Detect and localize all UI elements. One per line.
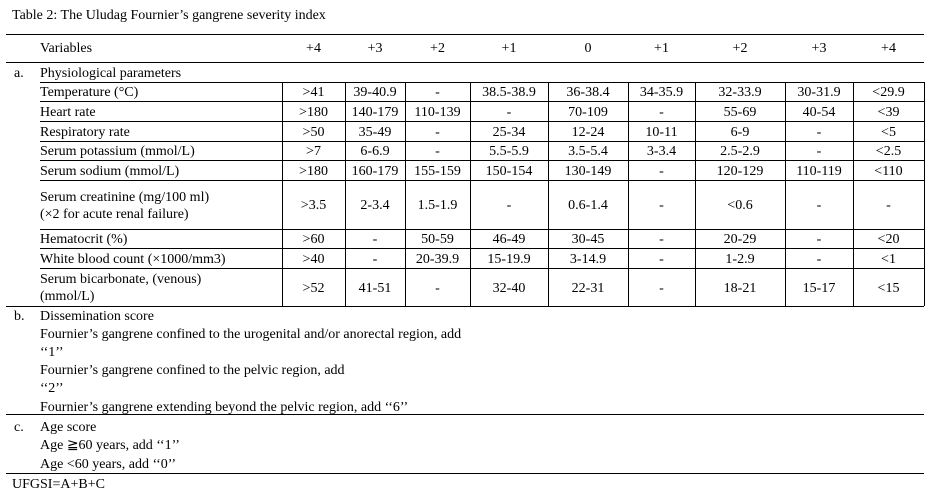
- table-cell: 36-38.4: [566, 85, 610, 100]
- table-cell: 140-179: [351, 104, 399, 120]
- table-cell: -: [506, 198, 512, 213]
- grid-line: [40, 268, 924, 269]
- table-cell: 10-11: [645, 124, 678, 140]
- table-cell: 70-109: [568, 104, 608, 120]
- header-score: 0: [584, 41, 592, 56]
- header-score: +3: [811, 41, 827, 56]
- grid-line: [40, 160, 924, 161]
- table-cell: -: [816, 124, 822, 140]
- section-title: Physiological parameters: [40, 66, 182, 81]
- table-cell: 110-139: [414, 104, 461, 120]
- table-cell: >50: [302, 124, 325, 140]
- row-label: Temperature (°C): [40, 85, 139, 100]
- table-cell: 25-34: [492, 124, 526, 140]
- table-cell: <39: [877, 104, 900, 120]
- header-score: +4: [881, 41, 896, 56]
- table-cell: -: [659, 232, 664, 247]
- grid-line: [40, 180, 924, 181]
- table-cell: >41: [302, 85, 325, 100]
- table-cell: -: [372, 232, 378, 247]
- table-cell: <2.5: [875, 144, 902, 159]
- table-cell: 160-179: [351, 163, 399, 179]
- row-label: White blood count (×1000/mm3): [40, 251, 226, 267]
- table-cell: 30-31.9: [797, 85, 841, 100]
- table-cell: 35-49: [358, 124, 392, 140]
- table-cell: 32-40: [492, 280, 526, 296]
- table-cell: <20: [877, 232, 900, 247]
- table-cell: -: [659, 251, 664, 267]
- grid-line: [40, 229, 924, 230]
- table-cell: 34-35.9: [639, 85, 684, 100]
- table-cell: 5.5-5.9: [489, 144, 529, 159]
- grid-line: [924, 82, 925, 306]
- row-label: Serum creatinine (mg/100 ml): [40, 189, 210, 205]
- table-cell: 30-45: [571, 232, 605, 247]
- table-cell: 20-29: [723, 232, 757, 247]
- table-caption: Table 2: The Uludag Fournier’s gangrene severity index: [12, 8, 326, 23]
- age-line: Age <60 years, add ‘‘0’’: [40, 457, 177, 472]
- table-cell: -: [886, 198, 891, 213]
- table-cell: -: [659, 280, 664, 296]
- table-cell: 1-2.9: [725, 251, 755, 267]
- rule-line: [6, 473, 924, 474]
- table-cell: 12-24: [571, 124, 605, 140]
- table-cell: <0.6: [727, 198, 753, 213]
- table-cell: -: [816, 144, 822, 159]
- table-cell: >7: [306, 144, 321, 159]
- table-cell: 110-119: [796, 163, 842, 179]
- grid-line: [40, 248, 924, 249]
- header-score: +2: [430, 41, 445, 56]
- table-cell: -: [435, 144, 440, 159]
- section-letter: c.: [14, 420, 24, 435]
- section-title: Dissemination score: [40, 309, 154, 324]
- table-cell: 2.5-2.9: [720, 144, 760, 159]
- table-cell: -: [659, 163, 664, 179]
- section-letter: b.: [14, 309, 25, 324]
- header-score: +2: [732, 41, 748, 56]
- row-label: Serum potassium (mmol/L): [40, 144, 195, 159]
- table-cell: -: [435, 85, 440, 100]
- table-cell: <29.9: [872, 85, 905, 100]
- table-cell: -: [435, 124, 440, 140]
- table-cell: 2-3.4: [360, 198, 390, 213]
- table-cell: 0.6-1.4: [568, 198, 608, 213]
- grid-line: [40, 101, 924, 102]
- dissemination-line: Fournier’s gangrene extending beyond the pelvic region, add ‘‘6’’: [40, 400, 409, 415]
- table-cell: <1: [881, 251, 896, 267]
- table-cell: <15: [877, 280, 900, 296]
- table-cell: -: [816, 198, 822, 213]
- grid-line: [40, 141, 924, 142]
- table-cell: 15-17: [802, 280, 836, 296]
- table-cell: 1.5-1.9: [417, 198, 458, 213]
- table-cell: 38.5-38.9: [482, 85, 536, 100]
- dissemination-line: ‘‘2’’: [40, 381, 64, 396]
- table-cell: 46-49: [492, 232, 526, 247]
- age-line: Age ≧60 years, add ‘‘1’’: [40, 438, 180, 453]
- table-cell: -: [372, 251, 378, 267]
- table-cell: 18-21: [723, 280, 757, 296]
- table-cell: 55-69: [723, 104, 757, 120]
- header-score: +3: [367, 41, 383, 56]
- table-cell: 40-54: [802, 104, 836, 120]
- table-cell: 41-51: [358, 280, 392, 296]
- table-cell: -: [506, 104, 512, 120]
- table-cell: -: [659, 104, 664, 120]
- header-score: +4: [306, 41, 321, 56]
- dissemination-line: Fournier’s gangrene confined to the pelvic region, add: [40, 363, 345, 378]
- rule-line: [6, 34, 924, 35]
- table-cell: 3.5-5.4: [568, 144, 608, 159]
- header-score: +1: [501, 41, 517, 56]
- section-title: Age score: [40, 420, 97, 435]
- table-cell: >60: [302, 232, 325, 247]
- table-cell: 15-19.9: [487, 251, 531, 267]
- row-label: (mmol/L): [40, 289, 95, 304]
- table-cell: -: [816, 251, 822, 267]
- table-cell: 50-59: [421, 232, 454, 247]
- header-score: +1: [654, 41, 669, 56]
- table-cell: <110: [874, 163, 903, 179]
- table-cell: 32-33.9: [718, 85, 762, 100]
- table-cell: -: [816, 232, 822, 247]
- grid-line: [40, 121, 924, 122]
- table-cell: 155-159: [414, 163, 461, 179]
- table-cell: -: [435, 280, 440, 296]
- row-label: (×2 for acute renal failure): [40, 206, 189, 222]
- table-cell: 39-40.9: [353, 85, 397, 100]
- table-cell: 3-3.4: [646, 144, 677, 159]
- row-label: Respiratory rate: [40, 124, 130, 140]
- row-label: Serum sodium (mmol/L): [40, 163, 180, 179]
- table-cell: 150-154: [485, 163, 533, 179]
- section-letter: a.: [14, 66, 24, 81]
- table-cell: 3-14.9: [569, 251, 607, 267]
- grid-line: [40, 82, 924, 83]
- table-cell: <5: [881, 124, 896, 140]
- table-cell: >180: [299, 163, 328, 179]
- table-cell: 120-129: [716, 163, 764, 179]
- row-label: Heart rate: [40, 104, 96, 120]
- table-cell: 6-9: [730, 124, 750, 140]
- table-cell: >180: [299, 104, 328, 120]
- dissemination-line: ‘‘1’’: [40, 345, 64, 360]
- table-cell: 130-149: [564, 163, 612, 179]
- row-label: Hematocrit (%): [40, 232, 128, 247]
- rule-line: [6, 62, 924, 63]
- grid-line: [40, 306, 924, 307]
- table-cell: -: [659, 198, 664, 213]
- header-variables: Variables: [40, 41, 93, 56]
- table-cell: 20-39.9: [415, 251, 460, 267]
- dissemination-line: Fournier’s gangrene confined to the urogenital and/or anorectal region, add: [40, 327, 462, 342]
- row-label: Serum bicarbonate, (venous): [40, 272, 202, 287]
- table-cell: >3.5: [300, 198, 327, 213]
- table-cell: 22-31: [571, 280, 605, 296]
- table-cell: 6-6.9: [360, 144, 390, 159]
- table-cell: >52: [302, 280, 325, 296]
- formula: UFGSI=A+B+C: [12, 477, 105, 492]
- table-cell: >40: [302, 251, 325, 267]
